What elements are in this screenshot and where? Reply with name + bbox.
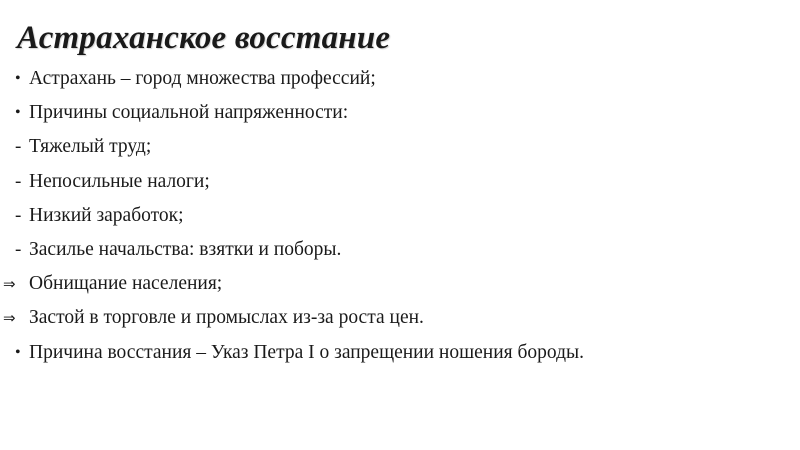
list-item-text: Засилье начальства: взятки и поборы. (29, 239, 342, 261)
bullet-marker: • (15, 343, 21, 361)
bullet-marker: • (15, 70, 21, 88)
list-item-text: Причина восстания – Указ Петра I о запрещении ношения бороды. (29, 341, 584, 363)
implies-arrow-icon: ⇒ (3, 309, 16, 328)
list-item-text: Непосильные налоги; (29, 170, 210, 192)
list-item-text: Низкий заработок; (29, 204, 184, 226)
list-item-text: Обнищание населения; (29, 273, 223, 295)
list-item-text: Застой в торговле и промыслах из-за роста цен. (29, 307, 424, 329)
dash-marker: - (15, 239, 22, 261)
dash-marker: - (15, 204, 22, 226)
list-item-text: Астрахань – город множества профессий; (29, 68, 376, 90)
slide-title: Астраханское восстание (17, 20, 391, 56)
bullet-marker: • (15, 104, 21, 122)
implies-arrow-icon: ⇒ (3, 275, 16, 294)
dash-marker: - (15, 136, 22, 158)
dash-marker: - (15, 170, 22, 192)
list-item-text: Причины социальной напряженности: (29, 102, 349, 124)
list-item-text: Тяжелый труд; (29, 136, 152, 158)
